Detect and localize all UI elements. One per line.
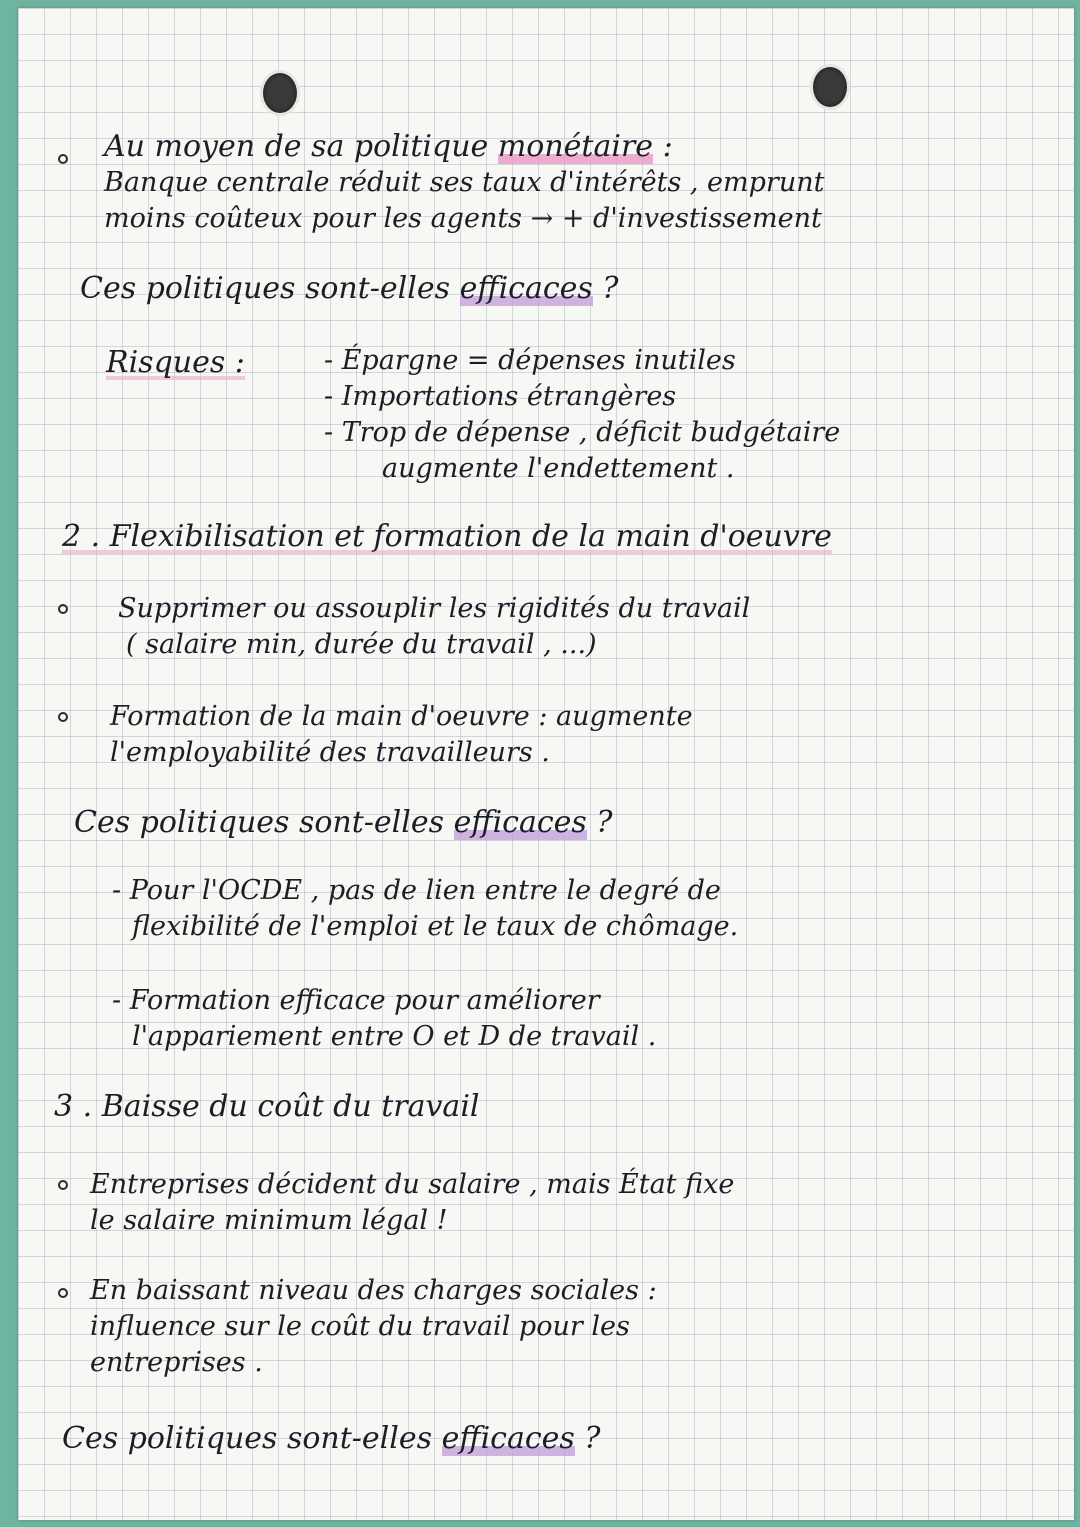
answer-line: l'appariement entre O et D de travail .: [132, 1021, 657, 1052]
note-line: Au moyen de sa politique monétaire :: [104, 129, 673, 164]
section-heading: 2 . Flexibilisation et formation de la main d'oeuvre: [62, 519, 832, 554]
note-line: Banque centrale réduit ses taux d'intérêts , emprunt: [104, 167, 825, 198]
note-line: Entreprises décident du salaire , mais État fixe: [90, 1169, 735, 1200]
risk-item: - Importations étrangères: [324, 381, 677, 412]
bullet-dot: [58, 154, 68, 164]
highlighted-word: monétaire: [497, 129, 654, 164]
note-line: ( salaire min, durée du travail , ...): [126, 629, 597, 660]
note-line: moins coûteux pour les agents → + d'investissement: [104, 203, 822, 234]
highlighted-word: efficaces: [441, 1421, 575, 1456]
question-line: Ces politiques sont-elles efficaces ?: [80, 271, 619, 306]
risk-item: - Épargne = dépenses inutiles: [324, 345, 736, 376]
note-line: influence sur le coût du travail pour les: [90, 1311, 630, 1342]
answer-line: - Pour l'OCDE , pas de lien entre le degré de: [112, 875, 721, 906]
note-line: Supprimer ou assouplir les rigidités du travail: [118, 593, 751, 624]
risks-label: Risques :: [106, 345, 245, 380]
highlighted-word: efficaces: [459, 271, 593, 306]
question-line: Ces politiques sont-elles efficaces ?: [62, 1421, 601, 1456]
note-line: En baissant niveau des charges sociales :: [90, 1275, 657, 1306]
bullet-dot: [58, 604, 68, 614]
section-heading: 3 . Baisse du coût du travail: [54, 1089, 480, 1124]
bullet-dot: [58, 1180, 68, 1190]
bullet-dot: [58, 712, 68, 722]
answer-line: flexibilité de l'emploi et le taux de chômage.: [132, 911, 739, 942]
risk-item: - Trop de dépense , déficit budgétaire: [324, 417, 841, 448]
binder-hole-left: [260, 70, 300, 116]
notebook-page: [18, 8, 1074, 1520]
binder-hole-right: [810, 64, 850, 110]
highlighted-word: efficaces: [453, 805, 587, 840]
answer-line: - Formation efficace pour améliorer: [112, 985, 600, 1016]
note-line: Formation de la main d'oeuvre : augmente: [110, 701, 693, 732]
bullet-dot: [58, 1288, 68, 1298]
risk-item: augmente l'endettement .: [382, 453, 735, 484]
question-line: Ces politiques sont-elles efficaces ?: [74, 805, 613, 840]
note-line: le salaire minimum légal !: [90, 1205, 448, 1236]
note-line: entreprises .: [90, 1347, 263, 1378]
note-line: l'employabilité des travailleurs .: [110, 737, 550, 768]
